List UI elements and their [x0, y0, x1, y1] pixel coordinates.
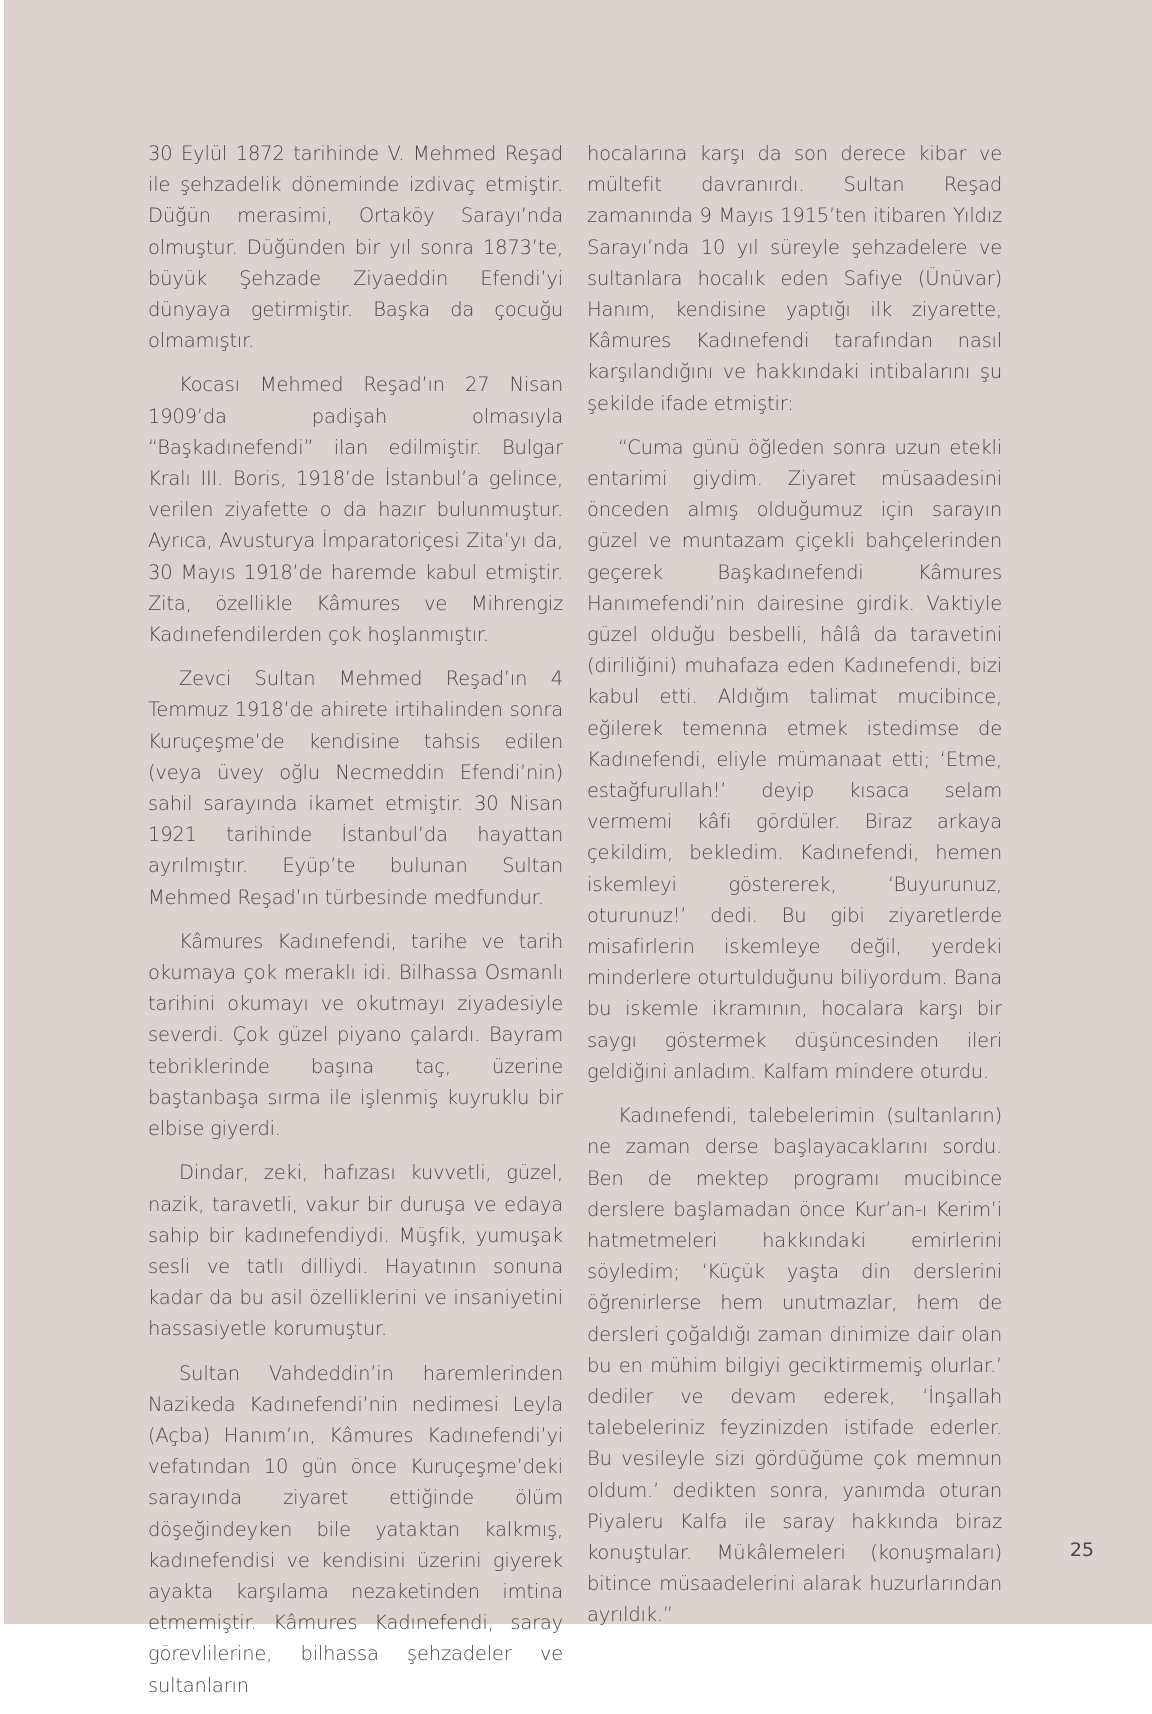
right-text-column — [587, 138, 1002, 1644]
paragraph: Dindar, zeki, hafızası kuvvetli, güzel, nazik, taravetli, vakur bir duruşa ve edaya sahip bir kadınefendiydi. Müşfik, yumuşak sesli ve tatlı dilliydi. Hayatının sonuna kadar da bu asil özelliklerini ve insaniyetini hassasiyetle korumuştur. — [148, 1161, 563, 1341]
quote-paragraph: “Cuma günü öğleden sonra uzun etekli entarimi giydim. Ziyaret müsaadesini önceden almış olduğumuz için sarayın güzel ve muntazam çiçekli bahçelerinden geçerek Başkadınefendi Kâmures Hanımefendi’nin dairesine girdik. Vaktiyle güzel olduğu besbelli, hâlâ da taravetini (diriliğini) muhafaza eden Kadınefendi, bizi kabul etti. Aldığım talimat mucibince, eğilerek temenna etmek istedimse de Kadınefendi, eliyle mümanaat etti; ‘Etme, estağfurullah!’ deyip kısaca selam vermemi kâfi gördüler. Biraz arkaya çekildim, bekledim. Kadınefendi, hemen iskemleyi göstererek, ‘Buyurunuz, oturunuz!’ dedi. Bu gibi ziyaretlerde misafirlerin iskemleye değil, yerdeki minderlere oturtulduğunu biliyordum. Bana bu iskemle ikramının, hocalara karşı bir saygı göstermek düşüncesinden ileri geldiğini anladım. Kalfam mindere oturdu. — [587, 435, 1002, 1083]
quote-paragraph: Kadınefendi, talebelerimin (sultanların) ne zaman derse başlayacaklarını sordu. Ben de mektep programı mucibince derslere başlamadan önce Kur’an-ı Kerim’i hatmetmeleri hakkındaki emirlerini söyledim; ‘Küçük yaşta din derslerini öğrenirlerse hem unutmazlar, hem de dersleri çoğaldığı zaman dinimize dair olan bu en mühim bilgiyi geciktirmemiş olurlar.’ dediler ve devam ederek, ‘İnşallah talebeleriniz feyzinizden istifade ederler. Bu vesileyle sizi gördüğüme çok memnun oldum.’ dedikten sonra, yanımda oturan Piyaleru Kalfa ile saray hakkında biraz konuştular. Mükâlemeleri (konuşmaları) bitince müsaadelerini alarak huzurlarından ayrıldık.” — [587, 1104, 1002, 1627]
book-page — [4, 0, 1152, 1697]
page-number: 25 — [1069, 1539, 1094, 1561]
paragraph: Kâmures Kadınefendi, tarihe ve tarih okumaya çok meraklı idi. Bilhassa Osmanlı tarihini okumayı ve okutmayı ziyadesiyle severdi. Çok güzel piyano çalardı. Bayram tebriklerinde başına taç, üzerine baştanbaşa sırma ile işlenmiş kuyruklu bir elbise giyerdi. — [148, 929, 563, 1141]
left-text-column — [148, 138, 563, 1714]
paragraph: Zevci Sultan Mehmed Reşad’ın 4 Temmuz 1918’de ahirete irtihalinden sonra Kuruçeşme’de kendisine tahsis edilen (veya üvey oğlu Necmeddin Efendi’nin) sahil sarayında ikamet etmiştir. 30 Nisan 1921 tarihinde İstanbul’da hayattan ayrılmıştır. Eyüp’te bulunan Sultan Mehmed Reşad’ın türbesinde medfundur. — [148, 667, 563, 909]
paragraph: Kocası Mehmed Reşad’ın 27 Nisan 1909’da padişah olmasıyla “Başkadınefendi” ilan edilmiştir. Bulgar Kralı III. Boris, 1918’de İstanbul’a gelince, verilen ziyafette o da hazır bulunmuştur. Ayrıca, Avusturya İmparatoriçesi Zita’yı da, 30 Mayıs 1918’de haremde kabul etmiştir. Zita, özellikle Kâmures ve Mihrengiz Kadınefendilerden çok hoşlanmıştır. — [148, 373, 563, 647]
paragraph: Sultan Vahdeddin’in haremlerinden Nazikeda Kadınefendi’nin nedimesi Leyla (Açba) Hanım’ın, Kâmures Kadınefendi’yi vefatından 10 gün önce Kuruçeşme’deki sarayında ziyaret ettiğinde ölüm döşeğindeyken bile yataktan kalkmış, kadınefendisi ve kendisini üzerini giyerek ayakta karşılama nezaketinden imtina etmemiştir. Kâmures Kadınefendi, saray görevlilerine, bilhassa şehzadeler ve sultanların — [148, 1361, 563, 1697]
paragraph: 30 Eylül 1872 tarihinde V. Mehmed Reşad ile şehzadelik döneminde izdivaç etmiştir. Düğün merasimi, Ortaköy Sarayı’nda olmuştur. Düğünden bir yıl sonra 1873’te, büyük Şehzade Ziyaeddin Efendi’yi dünyaya getirmiştir. Başka da çocuğu olmamıştır. — [148, 142, 563, 353]
paragraph: hocalarına karşı da son derece kibar ve mültefit davranırdı. Sultan Reşad zamanında 9 Mayıs 1915’ten itibaren Yıldız Sarayı’nda 10 yıl süreyle şehzadelere ve sultanlara hocalık eden Safiye (Ünüvar) Hanım, kendisine yaptığı ilk ziyarette, Kâmures Kadınefendi tarafından nasıl karşılandığını ve hakkındaki intibalarını şu şekilde ifade etmiştir: — [587, 142, 1002, 415]
